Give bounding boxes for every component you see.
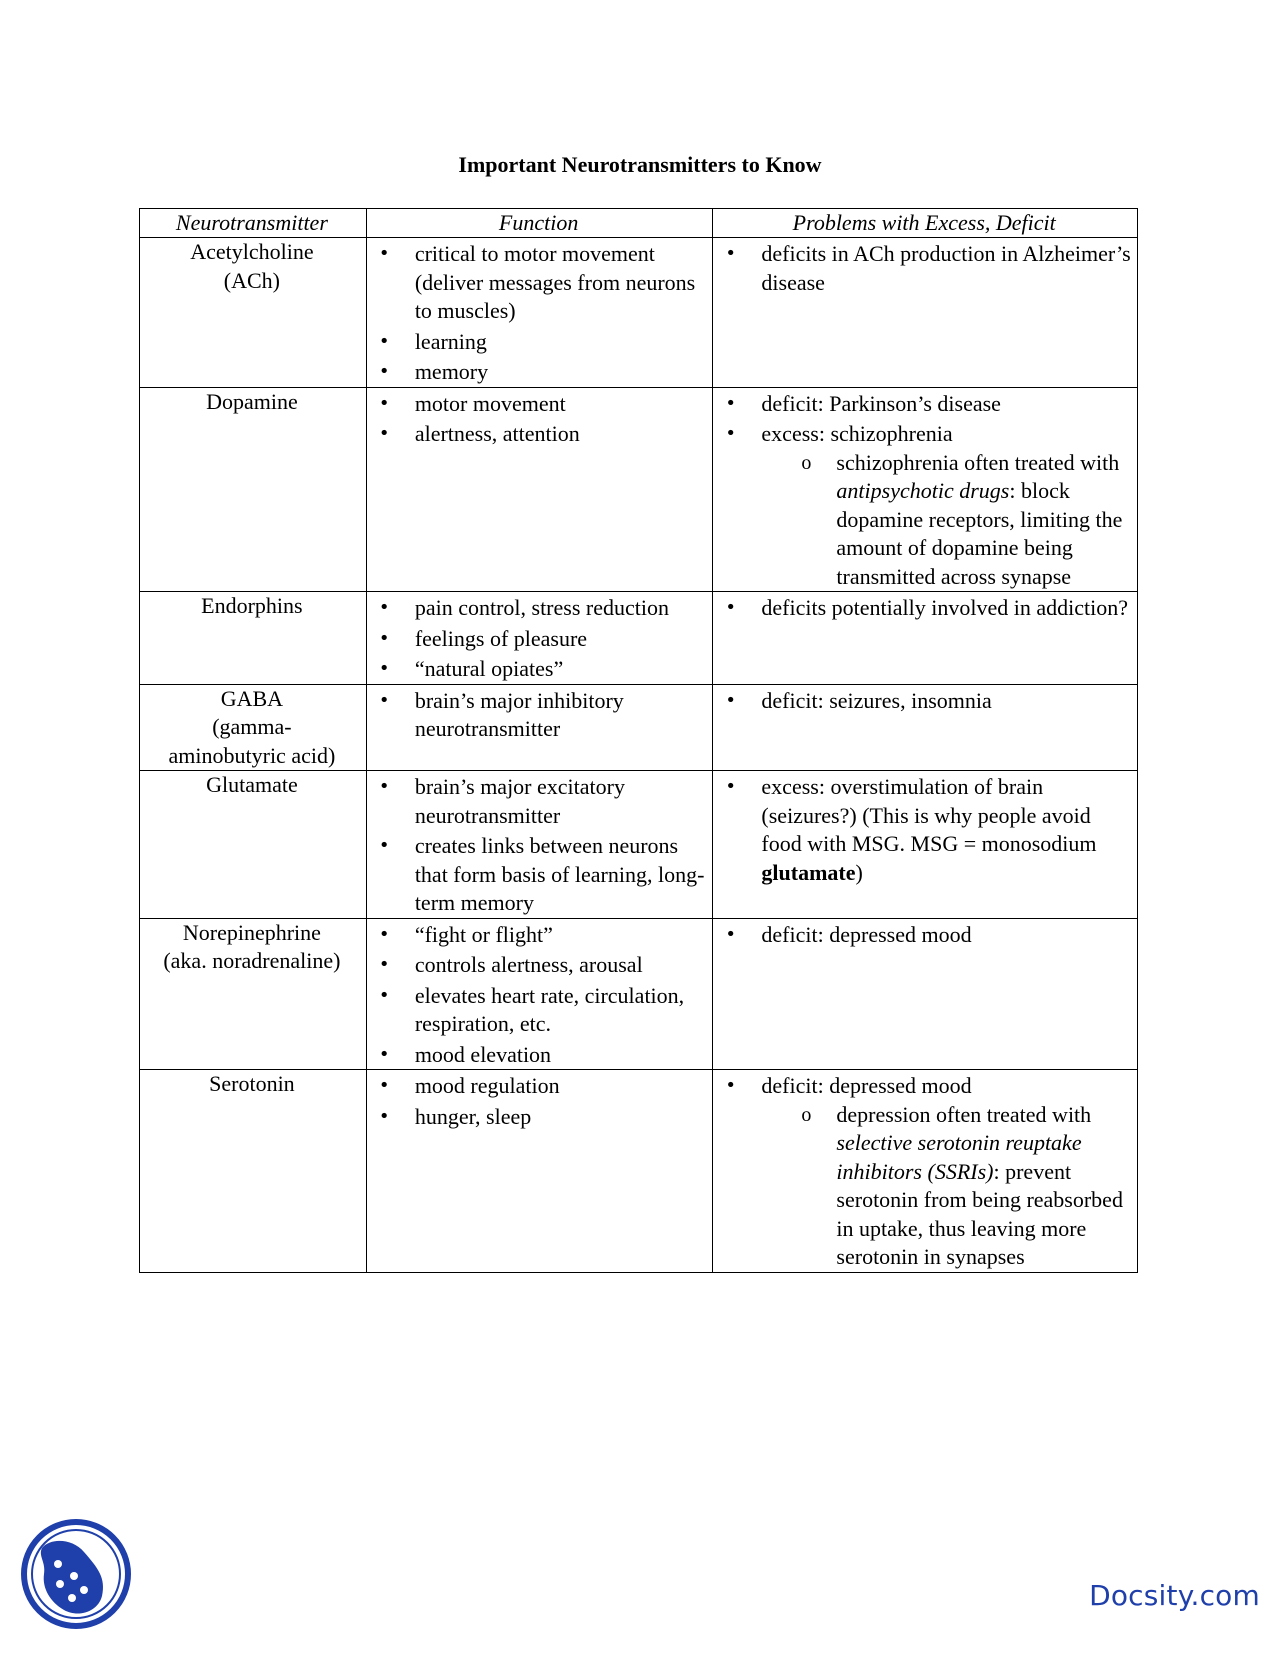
problems-cell <box>713 918 1138 1070</box>
function-cell <box>366 918 713 1070</box>
neurotransmitter-name-cell <box>140 684 367 771</box>
neurotransmitter-name-line: Dopamine <box>206 388 298 414</box>
neurotransmitter-name-cell <box>140 918 367 1070</box>
table-header-row <box>140 209 1138 238</box>
function-item: • “natural opiates” <box>367 655 711 684</box>
function-item: • feelings of pleasure <box>367 625 711 654</box>
neurotransmitter-name-line: Endorphins <box>201 593 303 618</box>
problems-list <box>713 1072 1135 1272</box>
problems-cell <box>713 684 1138 771</box>
table-row <box>140 684 1138 771</box>
table-row <box>140 387 1138 592</box>
neurotransmitter-name-cell <box>140 238 367 388</box>
problem-sublist <box>761 449 1135 592</box>
table-row <box>140 592 1138 685</box>
problem-item <box>713 390 1135 419</box>
problem-subitem <box>713 1101 1135 1272</box>
header-problems: Problems with Excess, Deficit <box>713 209 1138 238</box>
header-neurotransmitter: Neurotransmitter <box>140 209 367 238</box>
function-item: • critical to motor movement (deliver messages from neurons to muscles) <box>367 240 711 326</box>
problem-item <box>713 773 1135 887</box>
problem-subitem <box>713 449 1135 592</box>
problems-list <box>713 921 1135 950</box>
text-run: ) <box>855 859 863 885</box>
function-item: • brain’s major excitatory neurotransmitter <box>367 773 711 830</box>
function-cell <box>366 387 713 592</box>
problem-item <box>713 594 1135 623</box>
function-item: • mood regulation <box>367 1072 711 1101</box>
problem-sublist <box>761 1101 1135 1272</box>
function-item: • memory <box>367 358 711 387</box>
function-cell <box>366 771 713 919</box>
neurotransmitter-name-line: Norepinephrine <box>182 919 321 945</box>
text-run: depression often treated with <box>836 1101 1092 1127</box>
problem-item <box>713 1072 1135 1272</box>
table-row <box>140 918 1138 1070</box>
function-item: • brain’s major inhibitory neurotransmitter <box>367 687 711 744</box>
italic-run: selective serotonin reuptake inhibitors (SSRIs) <box>836 1130 1082 1184</box>
function-item: • motor movement <box>367 390 711 419</box>
neurotransmitter-name-line: GABA <box>220 685 284 711</box>
function-list <box>367 921 711 1070</box>
neurotransmitter-name-cell <box>140 771 367 919</box>
function-list <box>367 240 711 387</box>
neurotransmitter-name-line: Serotonin <box>209 1071 295 1096</box>
neurotransmitter-name-cell <box>140 1070 367 1273</box>
problems-cell <box>713 1070 1138 1273</box>
text-run: schizophrenia often treated with <box>836 449 1120 475</box>
problem-item <box>713 420 1135 591</box>
problems-cell <box>713 387 1138 592</box>
function-cell <box>366 238 713 388</box>
docsity-logo-icon <box>20 1518 132 1630</box>
neurotransmitter-name-line: aminobutyric acid) <box>168 742 336 768</box>
text-run: : block dopamine receptors, limiting the amount of dopamine being transmitted across synapse <box>836 478 1123 589</box>
function-list <box>367 773 711 918</box>
function-list <box>367 594 711 684</box>
problem-item <box>713 687 1135 716</box>
function-item: • creates links between neurons that form basis of learning, long-term memory <box>367 832 711 918</box>
function-item: • mood elevation <box>367 1041 711 1070</box>
text-run: deficits in ACh production in Alzheimer’s disease <box>761 241 1131 295</box>
problems-cell <box>713 592 1138 685</box>
function-cell <box>366 684 713 771</box>
problems-list <box>713 687 1135 716</box>
neurotransmitter-name-line: Acetylcholine <box>190 239 314 264</box>
italic-run: antipsychotic drugs <box>836 478 1010 503</box>
problem-item <box>713 921 1135 950</box>
problems-list <box>713 773 1135 887</box>
neurotransmitter-name-cell <box>140 592 367 685</box>
text-run: excess: schizophrenia <box>761 421 953 446</box>
text-run: deficit: seizures, insomnia <box>761 687 992 713</box>
problems-cell <box>713 238 1138 388</box>
function-item: • alertness, attention <box>367 420 711 449</box>
text-run: deficit: depressed mood <box>761 921 972 947</box>
text-run: deficit: Parkinson’s disease <box>761 390 1001 416</box>
neurotransmitter-name-line: Glutamate <box>206 772 298 797</box>
function-list <box>367 687 711 744</box>
neurotransmitter-name-line: (ACh) <box>223 267 281 293</box>
table-row <box>140 771 1138 919</box>
function-item: • elevates heart rate, circulation, respiration, etc. <box>367 982 711 1039</box>
problem-item <box>713 240 1135 297</box>
function-item: • learning <box>367 328 711 357</box>
neurotransmitter-name-line: (gamma- <box>212 714 292 739</box>
function-item: • pain control, stress reduction <box>367 594 711 623</box>
function-list <box>367 390 711 449</box>
problems-list <box>713 240 1135 297</box>
function-item: • hunger, sleep <box>367 1103 711 1132</box>
table-row <box>140 1070 1138 1273</box>
brand-watermark: Docsity.com <box>1089 1579 1260 1612</box>
text-run: deficit: depressed mood <box>761 1073 972 1098</box>
function-cell <box>366 1070 713 1273</box>
bold-run: glutamate <box>761 859 856 885</box>
text-run: excess: overstimulation of brain (seizures?) (This is why people avoid food with MSG. MSG = monosodium <box>761 774 1097 856</box>
problems-list <box>713 390 1135 592</box>
neurotransmitter-name-line: (aka. noradrenaline) <box>163 948 341 973</box>
function-cell <box>366 592 713 685</box>
document-title: Important Neurotransmitters to Know <box>458 152 822 177</box>
neurotransmitter-table <box>139 208 1138 1273</box>
function-item: • “fight or flight” <box>367 921 711 950</box>
function-list <box>367 1072 711 1131</box>
table-row <box>140 238 1138 388</box>
problems-cell <box>713 771 1138 919</box>
neurotransmitter-name-cell <box>140 387 367 592</box>
function-item: • controls alertness, arousal <box>367 951 711 980</box>
header-function: Function <box>366 209 713 238</box>
text-run: deficits potentially involved in addiction? <box>761 595 1128 620</box>
problems-list <box>713 594 1135 623</box>
text-run: : prevent serotonin from being reabsorbed in uptake, thus leaving more serotonin in synapses <box>836 1158 1123 1269</box>
